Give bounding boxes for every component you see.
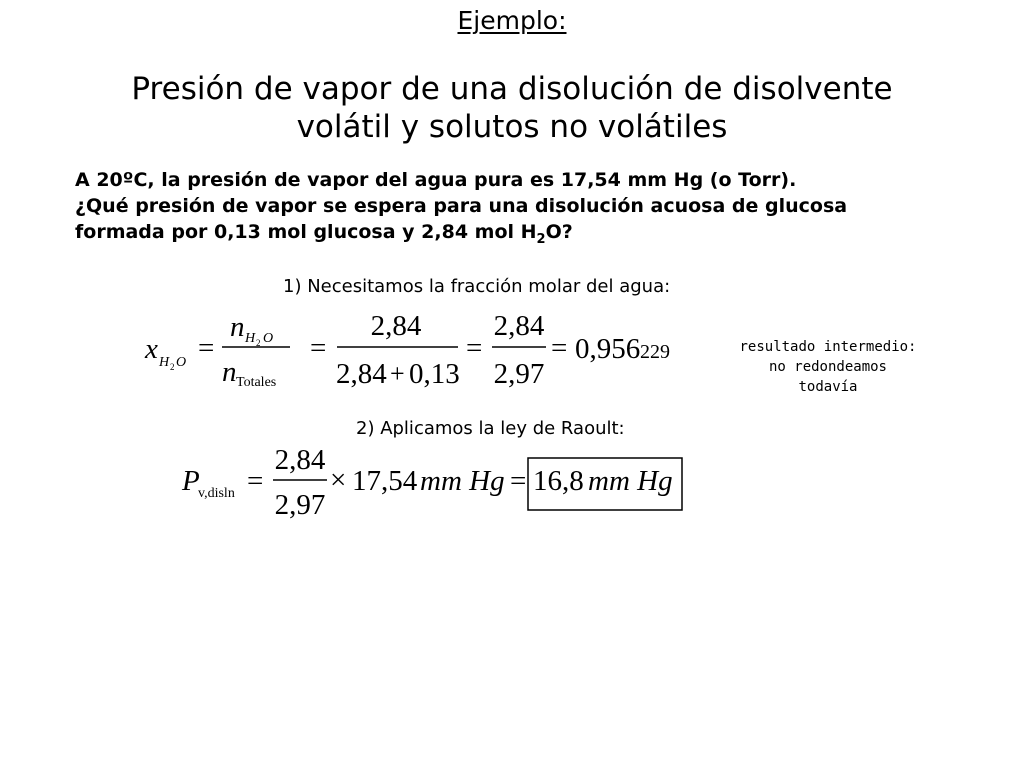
step-2-label: 2) Aplicamos la ley de Raoult: [356,418,625,439]
problem-line-3-text: formada por 0,13 mol glucosa y 2,84 mol H [75,221,537,243]
raoult-equation [0,440,720,525]
problem-subscript-2: 2 [536,231,546,247]
eq2-equals-2: = [510,465,527,497]
example-heading: Ejemplo: [457,6,567,35]
eq1-x-sub-o: O [176,355,187,370]
eq1-n-den: n [222,356,237,388]
eq1-n-sub-2: 2 [256,338,261,348]
mole-fraction-equation [0,300,720,405]
eq2-unit-2: mm Hg [588,465,673,497]
eq1-equals-4: = [551,332,568,364]
problem-line-3 [75,219,955,245]
eq1-num1: 2,84 [370,310,422,342]
eq1-x-sub-h: H [159,355,170,370]
eq1-n-sub-h: H [245,331,256,346]
eq2-times: × [330,464,347,496]
eq1-x-sub-2: 2 [170,362,175,372]
title-line-1: Presión de vapor de una disolución de disolvente [131,71,893,107]
problem-statement [75,167,955,245]
eq2-value: 17,54 [352,465,418,497]
title-line-2: volátil y solutos no volátiles [296,109,728,145]
intermediate-note [728,337,928,397]
eq1-x: x [145,333,158,365]
eq1-den1-a: 2,84 [336,358,387,390]
numeric-fraction-1 [336,310,460,390]
eq1-equals-3: = [466,332,483,364]
eq1-n-num: n [230,311,245,343]
eq2-den: 2,97 [274,489,326,521]
eq2-unit-1: mm Hg [420,465,505,497]
x-h2o-symbol [144,333,186,372]
eq1-equals-2: = [310,332,327,364]
eq1-equals-1: = [198,332,215,364]
eq2-result: 16,8 [533,465,584,497]
step-1-label: 1) Necesitamos la fracción molar del agua: [283,276,671,297]
problem-line-2: ¿Qué presión de vapor se espera para una disolución acuosa de glucosa [75,195,848,217]
note-line-3: todavía [798,379,858,395]
eq1-num2: 2,84 [493,310,545,342]
eq2-equals-1: = [247,465,264,497]
note-line-2: no redondeamos [768,359,887,375]
eq1-plus: + [390,359,405,388]
eq2-num: 2,84 [274,444,326,476]
note-line-1: resultado intermedio: [739,339,917,355]
slide-title [0,70,1024,146]
symbolic-fraction [222,311,290,390]
problem-line-1: A 20ºC, la presión de vapor del agua pura es 17,54 mm Hg (o Torr). [75,169,797,191]
eq2-p: P [182,465,200,497]
eq1-result-extra: 229 [640,341,670,363]
eq1-result: 0,956 [575,333,641,365]
eq2-sub: v,disln [198,486,235,501]
eq1-n-sub-o: O [263,331,274,346]
eq1-den1-b: 0,13 [409,358,460,390]
problem-line-3-end: O? [545,221,573,243]
eq1-den2: 2,97 [493,358,545,390]
numeric-fraction-2 [492,310,546,390]
eq1-totales: Totales [236,375,277,390]
eq2-fraction [273,444,327,521]
